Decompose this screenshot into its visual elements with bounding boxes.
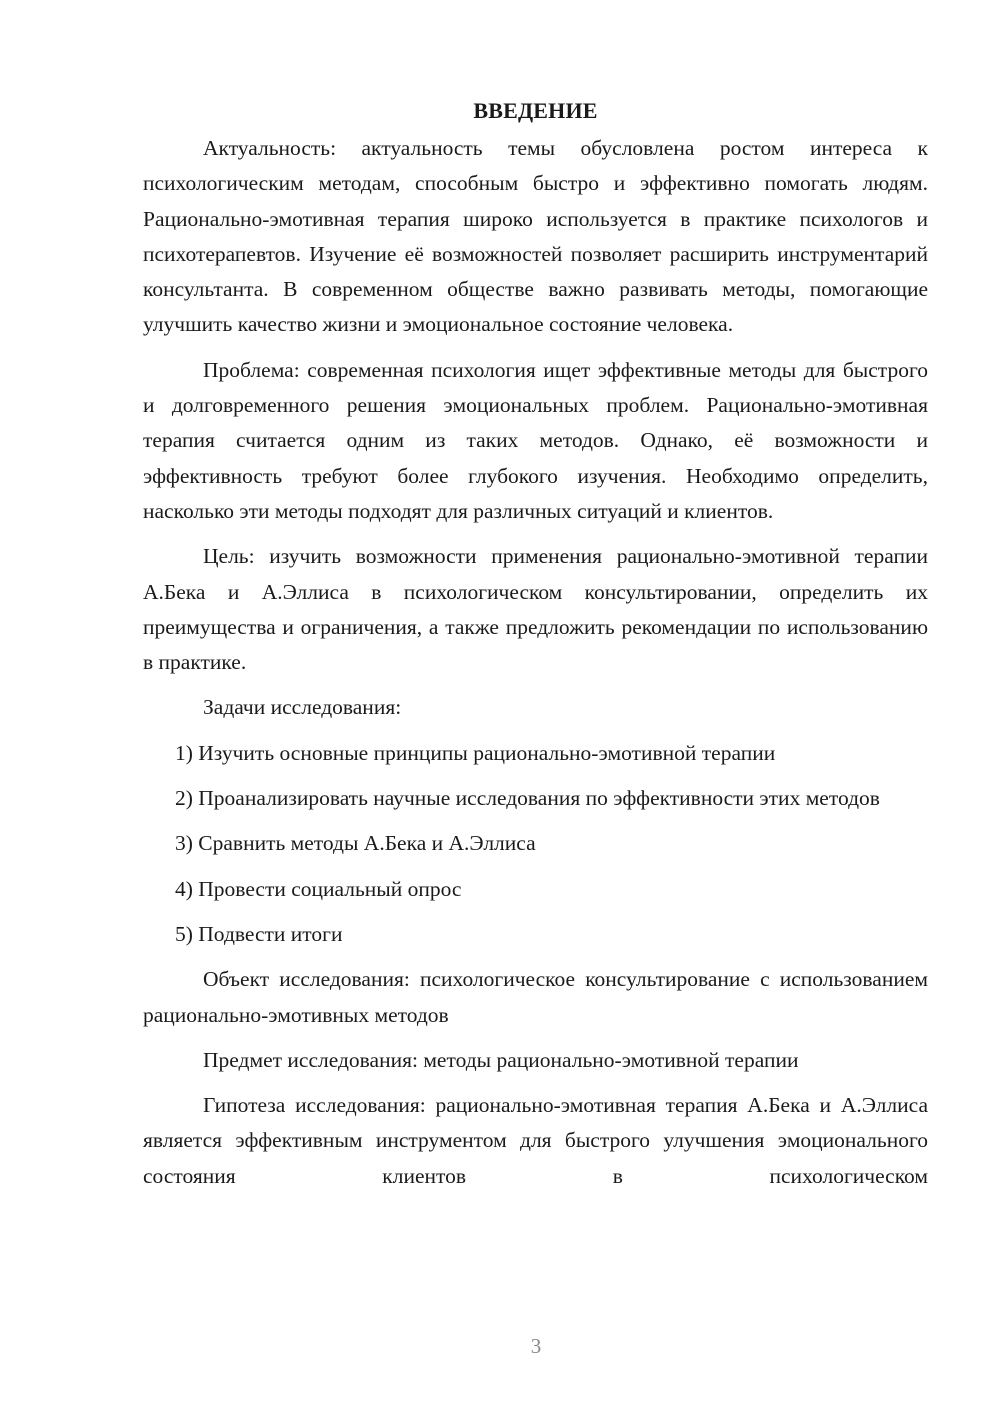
section-title: ВВЕДЕНИЕ — [473, 98, 598, 123]
page-number: 3 — [530, 1334, 542, 1358]
relevance-paragraph: Актуальность: актуальность темы обусловлена ростом интереса к психологическим методам, способным быстро и эффективно помогать людям. Рационально-эмотивная терапия широко используется в практике психологов и психотерапевтов. Изучение её возможностей позволяет расширить инструментарий консультанта. В современном обществе важно развивать методы, помогающие улучшить качество жизни и эмоциональное состояние человека. — [143, 136, 928, 337]
tasks-heading: Задачи исследования: — [203, 695, 402, 720]
document-page — [143, 93, 928, 1194]
hypothesis-paragraph: Гипотеза исследования: рационально-эмотивная терапия А.Бека и А.Эллиса является эффективным инструментом для быстрого улучшения эмоционального состояния клиентов в психологическом — [143, 1093, 928, 1188]
subject-paragraph: Предмет исследования: методы рационально-эмотивной терапии — [203, 1047, 799, 1072]
goal-paragraph: Цель: изучить возможности применения рационально-эмотивной терапии А.Бека и А.Эллиса в психологическом консультировании, определить их преимущества и ограничения, а также предложить рекомендации по использованию в практике. — [143, 544, 928, 675]
task-item-3: 3) Сравнить методы А.Бека и А.Эллиса — [175, 831, 536, 856]
problem-paragraph: Проблема: современная психология ищет эффективные методы для быстрого и долговременного решения эмоциональных проблем. Рационально-эмотивная терапия считается одним из таких методов. Однако, её возможности и эффективность требуют более глубокого изучения. Необходимо определить, насколько эти методы подходят для различных ситуаций и клиентов. — [143, 357, 928, 523]
task-item-2: 2) Проанализировать научные исследования по эффективности этих методов — [175, 786, 880, 811]
object-paragraph: Объект исследования: психологическое консультирование с использованием рационально-эмотивных методов — [143, 967, 928, 1027]
task-item-5: 5) Подвести итоги — [175, 921, 343, 946]
task-item-1: 1) Изучить основные принципы рационально-эмотивной терапии — [175, 740, 776, 765]
task-item-4: 4) Провести социальный опрос — [175, 876, 462, 901]
